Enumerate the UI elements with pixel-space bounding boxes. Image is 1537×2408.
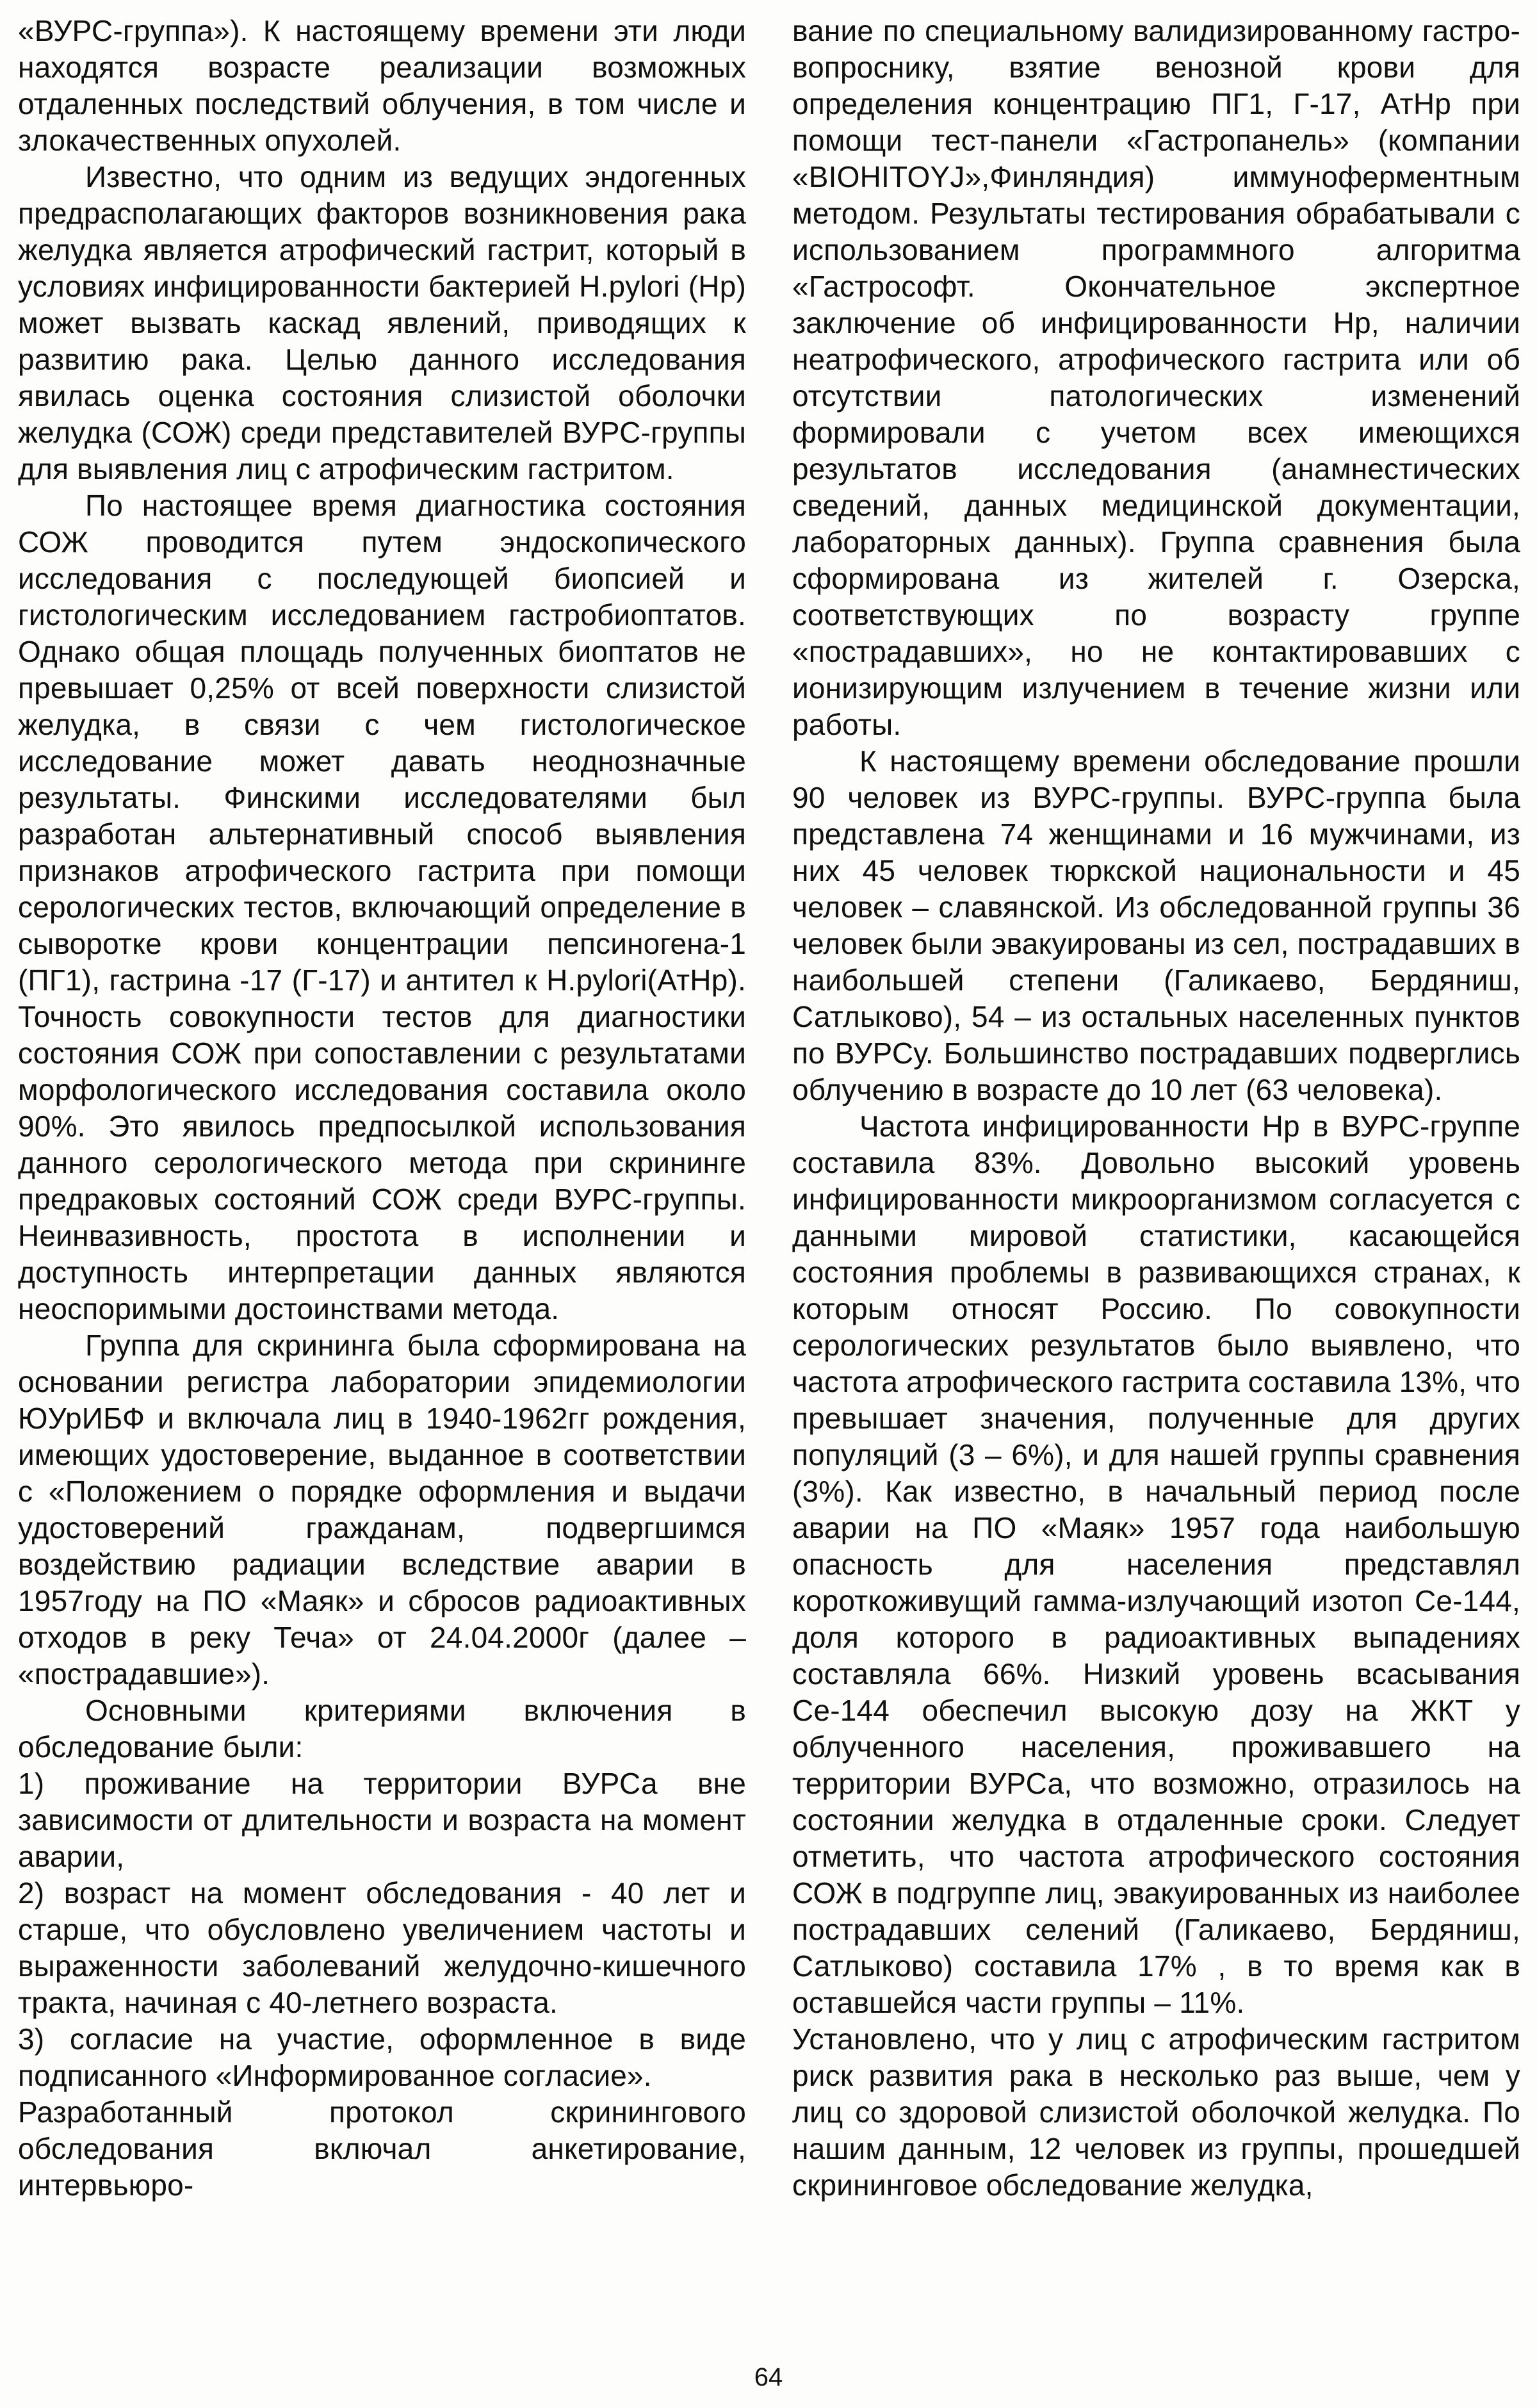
list-item: 1) проживание на территории ВУРСа вне зависимости от длительности и возраста на момент аварии, [18,1767,746,1873]
paragraph: Частота инфицированности Нр в ВУРС-группе составила 83%. Довольно высокий уровень инфицированности микроорганизмом согласуется с данными мировой статистики, касающейся состояния проблемы в развивающихся странах, к которым относят Россию. По совокупности серологических результатов было выявлено, что частота атрофического гастрита составила 13%, что превышает значения, полученные для других популяций (3 – 6%), и для нашей группы сравнения (3%). Как известно, в начальный период после аварии на ПО «Маяк» 1957 года наибольшую опасность для населения представлял короткоживущий гамма-излучающий изотоп Се-144, доля которого в радиоактивных выпадениях составляла 66%. Низкий уровень всасывания Се-144 обеспечил высокую дозу на ЖКТ у облученного населения, проживавшего на территории ВУРСа, что возможно, отразилось на состоянии желудка в отдаленные сроки. Следует отметить, что частота атрофического состояния СОЖ в подгруппе лиц, эвакуированных из наиболее пострадавших селений (Галикаево, Бердяниш, Сатлыково) составила 17% , в то время как в оставшейся части группы – 11%. [792,1110,1520,2019]
paragraph: Основными критериями включения в обследование были: [18,1694,746,1764]
text-column-left [18,13,746,2204]
page-footer [0,2364,1537,2390]
paragraph: Разработанный протокол скринингового обследования включал анкетирование, интервьюро- [18,2095,746,2202]
page-number: 64 [754,2363,783,2391]
list-item: 3) согласие на участие, оформленное в виде подписанного «Информированное согласие». [18,2022,746,2092]
paragraph: вание по специальному валидизированному гастро-вопроснику, взятие венозной крови для определения концентрацию ПГ1, Г-17, АтНр при помощи тест-панели «Гастропанель» (компании «BIOHITOYJ»,Финляндия) иммуноферментным методом. Результаты тестирования обрабатывали с использованием программного алгоритма «Гастрософт. Окончательное экспертное заключение об инфицированности Нр, наличии неатрофического, атрофического гастрита или об отсутствии патологических изменений формировали с учетом всех имеющихся результатов исследования (анамнестических сведений, данных медицинской документации, лабораторных данных). Группа сравнения была сформирована из жителей г. Озерска, соответствующих по возрасту группе «пострадавших», но не контактировавших с ионизирующим излучением в течение жизни или работы. [792,14,1520,741]
paragraph: Установлено, что у лиц с атрофическим гастритом риск развития рака в несколько раз выше, чем у лиц со здоровой слизистой оболочкой желудка. По нашим данным, 12 человек из группы, прошедшей скрининговое обследование желудка, [792,2022,1520,2202]
paragraph: К настоящему времени обследование прошли 90 человек из ВУРС-группы. ВУРС-группа была представлена 74 женщинами и 16 мужчинами, из них 45 человек тюркской национальности и 45 человек – славянской. Из обследованной группы 36 человек были эвакуированы из сел, пострадавших в наибольшей степени (Галикаево, Бердяниш, Сатлыково), 54 – из остальных населенных пунктов по ВУРСу. Большинство пострадавших подверглись облучению в возрасте до 10 лет (63 человека). [792,744,1520,1106]
paragraph: Известно, что одним из ведущих эндогенных предрасполагающих факторов возникновения рака желудка является атрофический гастрит, который в условиях инфицированности бактерией H.pylori (Нр) может вызвать каскад явлений, приводящих к развитию рака. Целью данного исследования явилась оценка состояния слизистой оболочки желудка (СОЖ) среди представителей ВУРС-группы для выявления лиц с атрофическим гастритом. [18,160,746,486]
list-item: 2) возраст на момент обследования - 40 лет и старше, что обусловлено увеличением частоты и выраженности заболеваний желудочно-кишечного тракта, начиная с 40-летнего возраста. [18,1876,746,2019]
paragraph: Группа для скрининга была сформирована на основании регистра лаборатории эпидемиологии ЮУрИБФ и включала лиц в 1940-1962гг рождения, имеющих удостоверение, выданное в соответствии с «Положением о порядке оформления и выдачи удостоверений гражданам, подвергшимся воздействию радиации вследствие аварии в 1957году на ПО «Маяк» и сбросов радиоактивных отходов в реку Теча» от 24.04.2000г (далее – «пострадавшие»). [18,1329,746,1691]
paragraph: По настоящее время диагностика состояния СОЖ проводится путем эндоскопического исследования с последующей биопсией и гистологическим исследованием гастробиоптатов. Однако общая площадь полученных биоптатов не превышает 0,25% от всей поверхности слизистой желудка, в связи с чем гистологическое исследование может давать неоднозначные результаты. Финскими исследователями был разработан альтернативный способ выявления признаков атрофического гастрита при помощи серологических тестов, включающий определение в сыворотке крови концентрации пепсиногена-1 (ПГ1), гастрина -17 (Г-17) и антител к H.pylori(АтНр). Точность совокупности тестов для диагностики состояния СОЖ при сопоставлении с результатами морфологического исследования составила около 90%. Это явилось предпосылкой использования данного серологического метода при скрининге предраковых состояний СОЖ среди ВУРС-группы. Неинвазивность, простота в исполнении и доступность интерпретации данных являются неоспоримыми достоинствами метода. [18,489,746,1325]
paragraph: «ВУРС-группа»). К настоящему времени эти люди находятся возрасте реализации возможных отдаленных последствий облучения, в том числе и злокачественных опухолей. [18,14,746,157]
two-column-layout [18,13,1520,2204]
text-column-right [792,13,1520,2204]
